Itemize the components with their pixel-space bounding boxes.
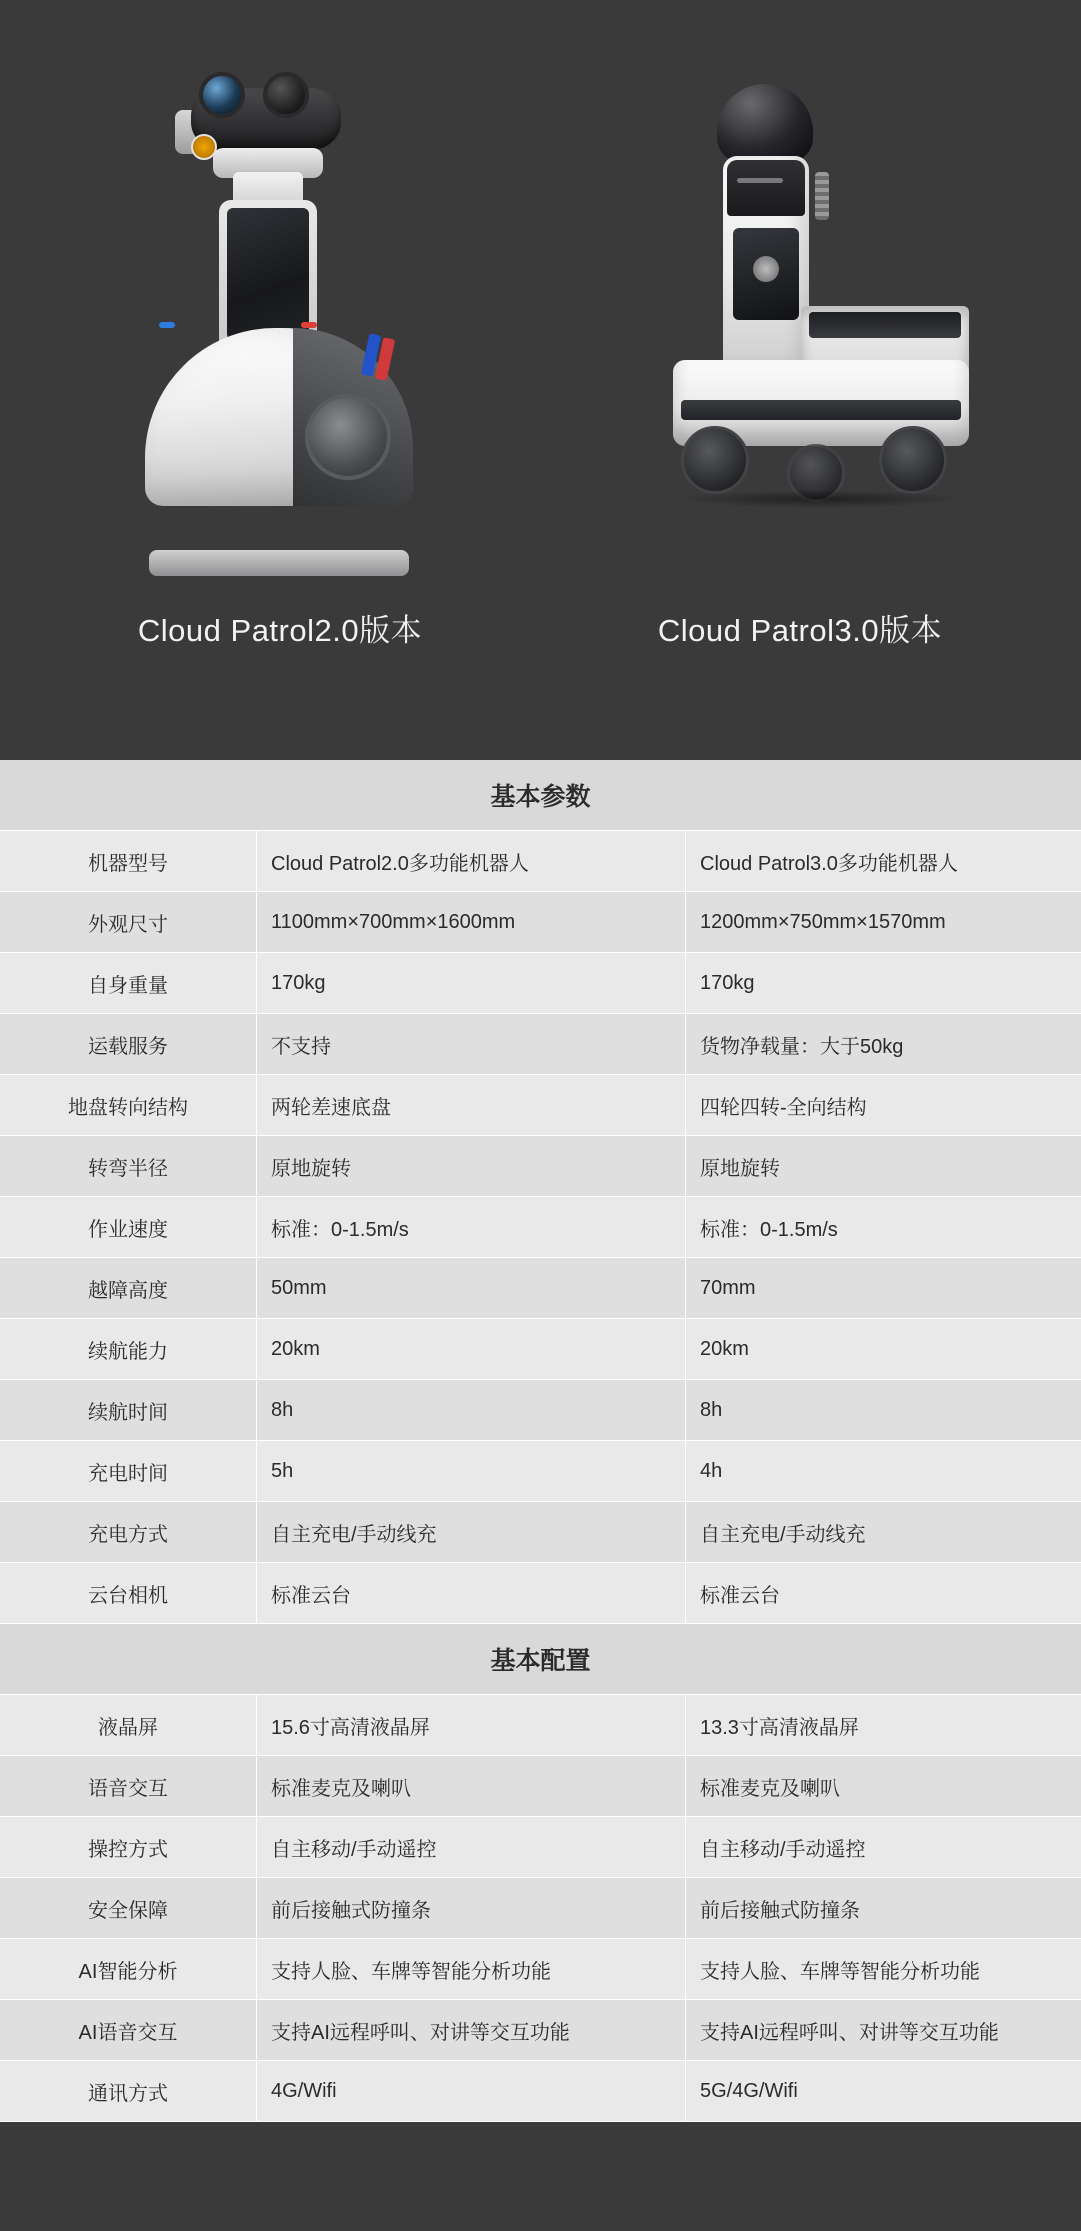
row-value-3-0: 支持AI远程呼叫、对讲等交互功能	[686, 2000, 1081, 2061]
row-value-2-0: 标准云台	[257, 1563, 686, 1624]
row-label: 转弯半径	[0, 1136, 257, 1197]
row-label: 作业速度	[0, 1197, 257, 1258]
row-value-3-0: 20km	[686, 1319, 1081, 1380]
row-value-3-0: 1200mm×750mm×1570mm	[686, 892, 1081, 953]
row-value-2-0: 标准：0-1.5m/s	[257, 1197, 686, 1258]
row-value-2-0: 8h	[257, 1380, 686, 1441]
row-value-2-0: 支持AI远程呼叫、对讲等交互功能	[257, 2000, 686, 2061]
row-value-2-0: 原地旋转	[257, 1136, 686, 1197]
camera-lens-left-icon	[199, 72, 245, 118]
table-row	[0, 1380, 1081, 1441]
wheel-front	[681, 426, 749, 494]
table-row	[0, 953, 1081, 1014]
brand-logo-icon	[753, 256, 779, 282]
row-label: 充电方式	[0, 1502, 257, 1563]
row-value-3-0: 原地旋转	[686, 1136, 1081, 1197]
table-row	[0, 1014, 1081, 1075]
lidar-dome	[717, 84, 813, 162]
table-row	[0, 1441, 1081, 1502]
product-caption-3-0: Cloud Patrol3.0版本	[657, 613, 943, 648]
row-value-2-0: 50mm	[257, 1258, 686, 1319]
row-label: 云台相机	[0, 1563, 257, 1624]
row-label: 续航时间	[0, 1380, 257, 1441]
product-card-2-0	[40, 60, 520, 660]
table-row	[0, 1319, 1081, 1380]
vent-grille	[815, 172, 829, 220]
row-value-2-0: 4G/Wifi	[257, 2061, 686, 2122]
row-value-3-0: 8h	[686, 1380, 1081, 1441]
spec-table-basic-parameters	[0, 831, 1081, 1624]
row-label: 续航能力	[0, 1319, 257, 1380]
row-value-2-0: 标准麦克及喇叭	[257, 1756, 686, 1817]
row-label: 语音交互	[0, 1756, 257, 1817]
row-value-3-0: 标准：0-1.5m/s	[686, 1197, 1081, 1258]
product-caption-2-0: Cloud Patrol2.0版本	[137, 613, 423, 648]
table-row	[0, 1878, 1081, 1939]
row-value-3-0: Cloud Patrol3.0多功能机器人	[686, 831, 1081, 892]
speaker-slot	[737, 178, 783, 183]
row-value-3-0: 自主移动/手动遥控	[686, 1817, 1081, 1878]
product-hero	[0, 0, 1081, 760]
robot-bumper	[149, 550, 409, 576]
row-value-2-0: 15.6寸高清液晶屏	[257, 1695, 686, 1756]
spec-section-basic-parameters	[0, 760, 1081, 1624]
row-label: 运载服务	[0, 1014, 257, 1075]
table-row	[0, 2061, 1081, 2122]
robot-2-0-graphic	[115, 60, 445, 560]
row-value-3-0: 自主充电/手动线充	[686, 1502, 1081, 1563]
row-label: 安全保障	[0, 1878, 257, 1939]
row-value-2-0: 支持人脸、车牌等智能分析功能	[257, 1939, 686, 2000]
row-value-3-0: 70mm	[686, 1258, 1081, 1319]
row-label: 充电时间	[0, 1441, 257, 1502]
robot-2-0-illustration	[40, 60, 520, 600]
table-row	[0, 831, 1081, 892]
table-row	[0, 1075, 1081, 1136]
row-value-2-0: 170kg	[257, 953, 686, 1014]
row-label: 地盘转向结构	[0, 1075, 257, 1136]
row-label: 通讯方式	[0, 2061, 257, 2122]
table-row	[0, 2000, 1081, 2061]
row-label: 液晶屏	[0, 1695, 257, 1756]
row-value-3-0: 13.3寸高清液晶屏	[686, 1695, 1081, 1756]
row-value-2-0: 两轮差速底盘	[257, 1075, 686, 1136]
camera-lens-right-icon	[263, 72, 309, 118]
table-row	[0, 1817, 1081, 1878]
product-card-3-0	[560, 60, 1040, 660]
row-value-3-0: 四轮四转-全向结构	[686, 1075, 1081, 1136]
table-row	[0, 1136, 1081, 1197]
robot-wheel-disc	[305, 394, 391, 480]
row-label: 自身重量	[0, 953, 257, 1014]
status-led-blue	[159, 322, 175, 328]
row-value-3-0: 货物净载量：大于50kg	[686, 1014, 1081, 1075]
wheel-rear	[879, 426, 947, 494]
row-value-2-0: 前后接触式防撞条	[257, 1878, 686, 1939]
row-value-2-0: 5h	[257, 1441, 686, 1502]
status-led-red	[301, 322, 317, 328]
table-row	[0, 1695, 1081, 1756]
row-value-3-0: 支持人脸、车牌等智能分析功能	[686, 1939, 1081, 2000]
spec-section-basic-configuration	[0, 1624, 1081, 2122]
table-row	[0, 1939, 1081, 2000]
row-label: AI语音交互	[0, 2000, 257, 2061]
row-value-3-0: 4h	[686, 1441, 1081, 1502]
table-row	[0, 1197, 1081, 1258]
robot-screen-surface	[227, 208, 309, 340]
chassis-band	[681, 400, 961, 420]
table-row	[0, 892, 1081, 953]
row-value-3-0: 170kg	[686, 953, 1081, 1014]
row-label: AI智能分析	[0, 1939, 257, 2000]
robot-body	[145, 328, 413, 506]
row-value-3-0: 标准麦克及喇叭	[686, 1756, 1081, 1817]
row-value-3-0: 5G/4G/Wifi	[686, 2061, 1081, 2122]
row-value-2-0: 自主移动/手动遥控	[257, 1817, 686, 1878]
row-value-2-0: Cloud Patrol2.0多功能机器人	[257, 831, 686, 892]
row-value-3-0: 标准云台	[686, 1563, 1081, 1624]
row-value-2-0: 20km	[257, 1319, 686, 1380]
robot-3-0-graphic	[615, 60, 985, 560]
row-value-2-0: 自主充电/手动线充	[257, 1502, 686, 1563]
cargo-bed-interior	[809, 312, 961, 338]
row-label: 越障高度	[0, 1258, 257, 1319]
spec-table-basic-configuration	[0, 1695, 1081, 2122]
row-label: 机器型号	[0, 831, 257, 892]
table-row	[0, 1502, 1081, 1563]
ground-shadow	[675, 490, 965, 508]
table-row	[0, 1563, 1081, 1624]
row-label: 操控方式	[0, 1817, 257, 1878]
table-row	[0, 1258, 1081, 1319]
row-value-3-0: 前后接触式防撞条	[686, 1878, 1081, 1939]
section-title-basic-parameters: 基本参数	[0, 760, 1081, 831]
row-value-2-0: 1100mm×700mm×1600mm	[257, 892, 686, 953]
section-title-basic-configuration: 基本配置	[0, 1624, 1081, 1695]
table-row	[0, 1756, 1081, 1817]
row-label: 外观尺寸	[0, 892, 257, 953]
robot-column-top-panel	[727, 160, 805, 216]
robot-3-0-illustration	[560, 60, 1040, 600]
row-value-2-0: 不支持	[257, 1014, 686, 1075]
